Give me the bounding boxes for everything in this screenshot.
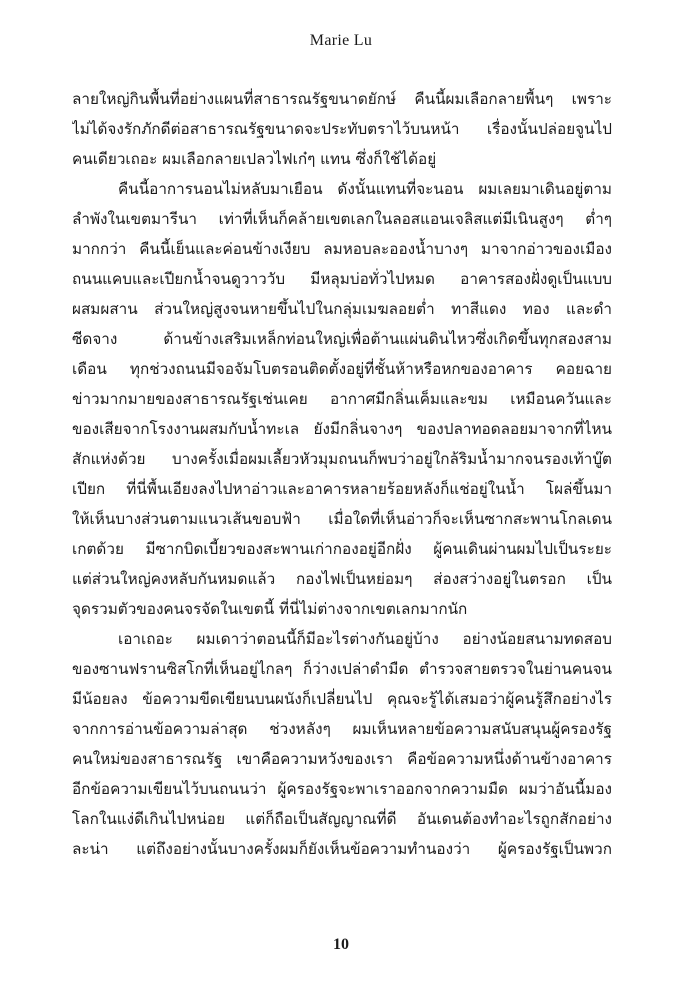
text-line: ของเสียจากโรงงานผสมกับน้ำทะเล ยังมีกลิ่นจางๆ ของปลาทอดลอยมาจากที่ไหน xyxy=(72,420,612,438)
text-line: อีกข้อความเขียนไว้บนถนนว่า ผู้ครองรัฐจะพาเราออกจากความมืด ผมว่าอันนี้มอง xyxy=(72,780,612,798)
text-line: ละน่า แต่ถึงอย่างนั้นบางครั้งผมก็ยังเห็นข้อความทำนองว่า ผู้ครองรัฐเป็นพวก xyxy=(72,840,612,858)
text-line: ผสมผสาน ส่วนใหญ่สูงจนหายขึ้นไปในกลุ่มเมฆลอยต่ำ ทาสีแดง ทอง และดำ xyxy=(72,300,612,318)
paragraph-3 xyxy=(72,624,612,864)
text-line: เอาเถอะ ผมเดาว่าตอนนี้ก็มีอะไรต่างกันอยู่บ้าง อย่างน้อยสนามทดสอบ xyxy=(118,630,612,648)
running-header: Marie Lu xyxy=(309,32,373,49)
text-line: ข่าวมากมายของสาธารณรัฐเช่นเคย อากาศมีกลิ่นเค็มและขม เหมือนควันและ xyxy=(72,390,612,408)
body-text xyxy=(72,84,612,864)
text-line: สักแห่งด้วย บางครั้งเมื่อผมเลี้ยวหัวมุมถนนก็พบว่าอยู่ใกล้ริมน้ำมากจนรองเท้าบู๊ต xyxy=(72,450,612,468)
text-line: ลายใหญ่กินพื้นที่อย่างแผนที่สาธารณรัฐขนาดยักษ์ คืนนี้ผมเลือกลายพื้นๆ เพราะ xyxy=(72,90,612,108)
text-line: จากการอ่านข้อความล่าสุด ช่วงหลังๆ ผมเห็นหลายข้อความสนับสนุนผู้ครองรัฐ xyxy=(72,720,612,738)
paragraph-2 xyxy=(72,174,612,624)
text-line: แต่ส่วนใหญ่คงหลับกันหมดแล้ว กองไฟเป็นหย่อมๆ ส่องสว่างอยู่ในตรอก เป็น xyxy=(72,570,612,588)
text-line: มากกว่า คืนนี้เย็นและค่อนข้างเงียบ ลมหอบละอองน้ำบางๆ มาจากอ่าวของเมือง xyxy=(72,240,612,258)
text-line: โลกในแง่ดีเกินไปหน่อย แต่ก็ถือเป็นสัญญาณที่ดี อันเดนต้องทำอะไรถูกสักอย่าง xyxy=(72,810,612,828)
text-line: มีน้อยลง ข้อความขีดเขียนบนผนังก็เปลี่ยนไป คุณจะรู้ได้เสมอว่าผู้คนรู้สึกอย่างไร xyxy=(72,690,612,708)
text-line: ของซานฟรานซิสโกที่เห็นอยู่ไกลๆ ก็ว่างเปล่าดำมืด ตำรวจสายตรวจในย่านคนจน xyxy=(72,660,612,678)
text-line: คนเดียวเถอะ ผมเลือกลายเปลวไฟเก๋ๆ แทน ซึ่งก็ใช้ได้อยู่ xyxy=(72,150,437,168)
text-line: คนใหม่ของสาธารณรัฐ เขาคือความหวังของเรา คือข้อความหนึ่งด้านข้างอาคาร xyxy=(72,750,612,768)
text-line: จุดรวมตัวของคนจรจัดในเขตนี้ ที่นี่ไม่ต่างจากเขตเลกมากนัก xyxy=(72,600,468,618)
text-line: ไม่ได้จงรักภักดีต่อสาธารณรัฐขนาดจะประทับตราไว้บนหน้า เรื่องนั้นปล่อยจูนไป xyxy=(72,120,612,138)
text-line: ซีดจาง ด้านข้างเสริมเหล็กท่อนใหญ่เพื่อต้านแผ่นดินไหวซึ่งเกิดขึ้นทุกสองสาม xyxy=(72,330,612,348)
text-line: คืนนี้อาการนอนไม่หลับมาเยือน ดังนั้นแทนที่จะนอน ผมเลยมาเดินอยู่ตาม xyxy=(118,180,612,198)
text-line: เดือน ทุกช่วงถนนมีจอจัมโบตรอนติดตั้งอยู่ที่ชั้นห้าหรือหกของอาคาร คอยฉาย xyxy=(72,360,612,378)
paragraph-1 xyxy=(72,84,612,174)
text-line: ถนนแคบและเปียกน้ำจนดูวาววับ มีหลุมบ่อทั่วไปหมด อาคารสองฝั่งดูเป็นแบบ xyxy=(72,270,612,288)
page-number: 10 xyxy=(333,936,349,953)
text-line: เกตด้วย มีซากบิดเบี้ยวของสะพานเก่ากองอยู่อีกฝั่ง ผู้คนเดินผ่านผมไปเป็นระยะ xyxy=(72,540,612,558)
text-line: ให้เห็นบางส่วนตามแนวเส้นขอบฟ้า เมื่อใดที่เห็นอ่าวก็จะเห็นซากสะพานโกลเดน xyxy=(72,510,612,528)
text-line: ลำพังในเขตมารีนา เท่าที่เห็นก็คล้ายเขตเลกในลอสแอนเจลิสแต่มีเนินสูงๆ ต่ำๆ xyxy=(72,210,612,228)
text-line: เปียก ที่นี่พื้นเอียงลงไปหาอ่าวและอาคารหลายร้อยหลังก็แช่อยู่ในน้ำ โผล่ขึ้นมา xyxy=(72,480,612,498)
